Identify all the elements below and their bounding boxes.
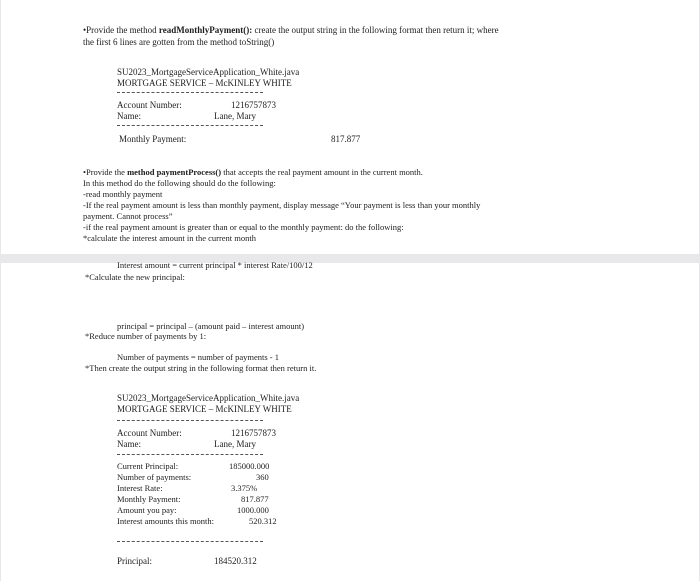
divider-dashed <box>117 454 263 455</box>
account-number-label: Account Number: <box>117 428 182 438</box>
divider-dashed <box>117 541 263 542</box>
name-value: Lane, Mary <box>214 439 256 449</box>
process-line-6: -if the real payment amount is greater than or equal to the monthly payment: do the following: <box>83 222 404 232</box>
principal-label: Principal: <box>117 556 152 566</box>
then-create-label: *Then create the output string in the following format then return it. <box>85 363 317 373</box>
method-name-paymentProcess: method paymentProcess() <box>127 167 222 177</box>
monthly-payment-value: 817.877 <box>331 134 361 144</box>
intro-line-2: the first 6 lines are gotten from the method toString() <box>83 37 275 47</box>
interest-rate-label: Interest Rate: <box>117 483 163 493</box>
monthly-payment-label: Monthly Payment: <box>117 494 181 504</box>
interest-rate-value: 3.375% <box>231 483 258 493</box>
payments-formula: Number of payments = number of payments - 1 <box>117 352 280 362</box>
method-name-readMonthlyPayment: readMonthlyPayment(): <box>158 25 253 35</box>
divider-dashed <box>117 92 263 93</box>
calculate-principal-label: *Calculate the new principal: <box>85 272 185 282</box>
name-label: Name: <box>117 111 141 121</box>
example-filename: SU2023_MortgageServiceApplication_White.java <box>117 67 300 77</box>
amount-you-pay-value: 1000.000 <box>237 505 269 515</box>
account-number-label: Account Number: <box>117 100 182 110</box>
current-principal-value: 185000.000 <box>229 461 270 471</box>
name-label: Name: <box>117 439 141 449</box>
monthly-payment-label: Monthly Payment: <box>119 134 187 144</box>
name-value: Lane, Mary <box>214 111 256 121</box>
account-number-value: 1216757873 <box>231 428 276 438</box>
divider-dashed <box>117 125 263 126</box>
number-of-payments-value: 360 <box>256 472 269 482</box>
process-line-4: -If the real payment amount is less than monthly payment, display message “Your payment is less than your monthly <box>83 200 481 210</box>
divider-dashed <box>117 420 263 421</box>
amount-you-pay-label: Amount you pay: <box>117 505 177 515</box>
process-line-2: In this method do the following should do the following: <box>83 178 276 188</box>
monthly-payment-value: 817.877 <box>241 494 269 504</box>
example-filename: SU2023_MortgageServiceApplication_White.java <box>117 393 300 403</box>
number-of-payments-label: Number of payments: <box>117 472 192 482</box>
interest-formula: Interest amount = current principal * interest Rate/100/12 <box>117 260 313 270</box>
reduce-payments-label: *Reduce number of payments by 1: <box>85 331 207 341</box>
example-header: MORTGAGE SERVICE – McKINLEY WHITE <box>117 78 292 88</box>
interest-this-month-label: Interest amounts this month: <box>117 516 215 526</box>
intro-line-1: •Provide the method readMonthlyPayment(): create the output string in the following format then return it; where <box>83 25 499 35</box>
principal-value: 184520.312 <box>214 556 257 566</box>
current-principal-label: Current Principal: <box>117 461 179 471</box>
interest-this-month-value: 520.312 <box>249 516 277 526</box>
process-line-1: •Provide the method paymentProcess() that accepts the real payment amount in the current month. <box>83 167 423 177</box>
document-page-top <box>1 0 699 254</box>
process-line-3: -read monthly payment <box>83 189 163 199</box>
process-line-7: *calculate the interest amount in the current month <box>83 233 257 243</box>
document-page-bottom <box>1 260 699 581</box>
account-number-value: 1216757873 <box>231 100 276 110</box>
principal-formula: principal = principal – (amount paid – interest amount) <box>117 321 305 331</box>
example-header: MORTGAGE SERVICE – McKINLEY WHITE <box>117 404 292 414</box>
process-line-5: payment. Cannot process” <box>83 211 173 221</box>
